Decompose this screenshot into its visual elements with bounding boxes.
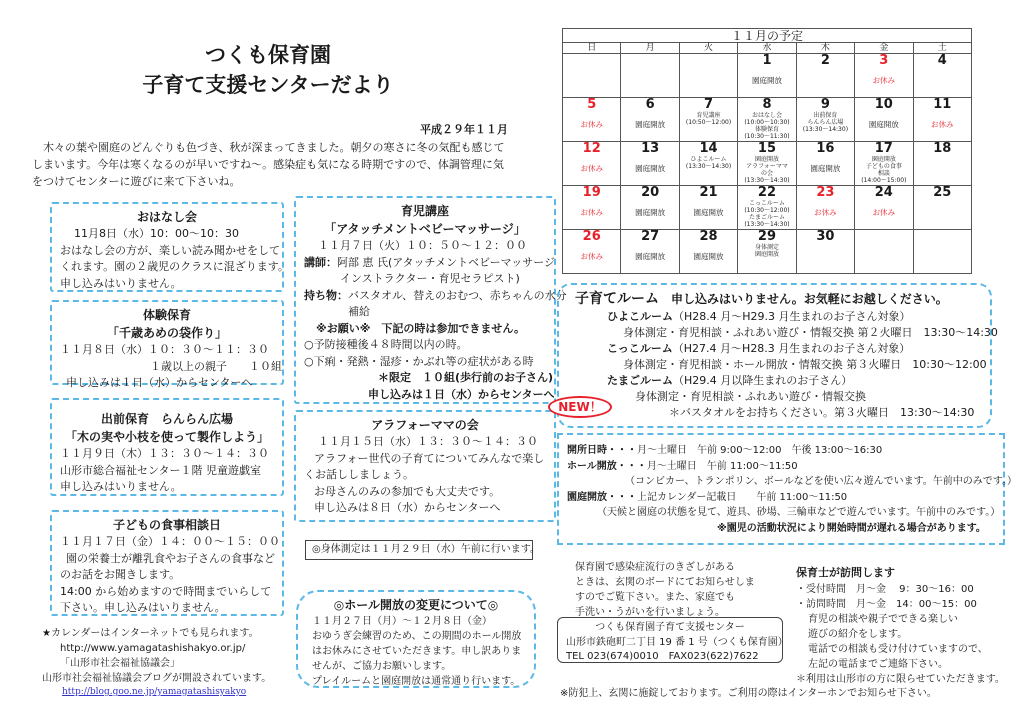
hall-note: （コンビカー、トランポリン、ボールなどを使い広々遊んでいます。午前中のみです。） [625,476,1017,487]
weekday-header: 土 [913,43,971,54]
calendar-day-cell [563,142,621,186]
day-number: 18 [933,141,952,156]
day-event: アラフォーママ [746,163,788,170]
day-number: 3 [879,53,889,68]
calendar-day-cell [796,186,854,230]
garden-label: 園庭開放・・・ [567,491,637,503]
center-address-box [557,617,788,663]
day-number: 8 [762,97,772,112]
calendar-day-cell [855,230,913,274]
ohanashi-line: おはなし会の方が、楽しい読み聞かせをして [60,243,280,257]
day-number [681,54,736,68]
ikuji-title: 育児講座 [400,204,449,218]
ikuji-cond-1: ○予防接種後４８時間以内の時。 [304,338,468,351]
day-number: 9 [820,97,830,112]
hall-change-line: せんが、ご協力お願いします。 [312,661,452,672]
calendar-day-cell [679,142,737,186]
day-number: 7 [704,97,714,112]
hiyoko-detail: 身体測定・育児相談・ふれあい遊び・情報交換 第２火曜日 13:30～14:30 [623,326,998,340]
day-event: (10:30～11:30) [744,133,790,140]
hall-change-line: おゆうぎ会練習のため、この期間のホール開放 [312,631,522,642]
items-value: バスタオル、替えのおむつ、赤ちゃんの水分 [348,288,567,302]
lecturer-name: 阿部 恵 氏(アタッチメントベビーマッサージ [337,255,555,269]
visit-line: 育児の相談や親子でできる楽しい [808,613,958,625]
demae-title: 出前保育 らんらん広場 [100,412,233,426]
day-number: 14 [699,141,718,156]
ohanashi-box [50,202,289,292]
day-event: (13:30～14:30) [744,177,790,184]
tamago-detail: 身体測定・育児相談・ふれあい遊び・情報交換 [635,389,866,403]
sokutei-note [305,540,540,560]
calendar-day-cell [796,230,854,274]
day-event: (10:30～12:00) [744,207,790,214]
day-event: (10:00～10:30) [744,119,790,126]
calendar-day-cell [679,230,737,274]
day-number [915,230,970,244]
weekday-header: 月 [621,43,679,54]
blog-link[interactable]: http://blog.goo.ne.jp/yamagatashisyakyo [62,687,247,697]
calendar-day-cell [563,98,621,142]
intro-line: をつけてセンターに遊びに来て下さいね。 [32,175,241,189]
calendar-day-cell [738,142,796,186]
calendar-day-cell [796,98,854,142]
day-event: 身体測定 [754,244,779,251]
day-number: 25 [933,185,952,200]
visit-title: 保育士が訪問します [796,566,895,579]
hall-change-line: １１月２７日（月）～１２月８日（金） [312,616,492,627]
day-event: おはなし会 [751,112,782,119]
hall-value: 月～土曜日 午前 11:00～11:50 [646,460,798,472]
shokuji-box [50,510,284,616]
visit-line: 遊びの紹介をします。 [808,628,908,640]
day-number: 12 [582,141,601,156]
day-event: 園庭開放 [754,156,779,163]
hiyoko-age: （H28.4 月～H29.3 月生まれのお子さん対象） [673,310,911,324]
tamago-age: （H29.4 月以降生まれのお子さん） [673,374,853,388]
day-event: (10:50～12:00) [685,119,732,126]
taiken-target: １歳以上の親子 １０組 [150,359,282,373]
demae-box [50,398,284,496]
visit-line: 電話での相談も受け付けていますので、 [808,643,988,655]
ikuji-time: １１月７日（火）１０：５０～１２：００ [318,239,527,252]
day-number: 15 [757,141,777,156]
demae-apply: 申し込みはいりません。 [60,480,182,493]
infection-line: 保育園で感染症流行のきざしがある [575,562,735,573]
day-event: お休み [931,120,954,129]
center-address: 山形市鉄砲町二丁目 19 番 1 号（つくも保育園） [566,636,788,648]
visit-line: 左記の電話までご連絡下さい。 [808,658,948,670]
calendar-day-cell [913,54,971,98]
calendar-grid [562,42,972,274]
ikuji-box [294,196,567,404]
hall-label: ホール開放・・・ [567,460,647,472]
lecturer-title: インストラクター・育児セラピスト) [340,272,520,285]
day-event: 体験保育 [754,126,779,133]
ohanashi-time: 11月8日（水）10：00～10：30 [74,227,239,240]
blog-note: 山形市社会福祉協議会ブログが開設されています。 [42,673,272,684]
calendar-day-cell [913,230,971,274]
day-event: 園庭開放 [635,164,666,173]
issue-date: 平成２９年１１月 [420,123,508,136]
home-visit-info [796,565,1016,687]
around40-time: １１月１５日（水）１３：３０～１４：３０ [318,435,538,448]
ohanashi-title: おはなし会 [136,210,197,224]
day-number: 26 [582,229,601,244]
calendar-day-cell [621,186,679,230]
day-number: 28 [699,229,718,244]
hours-box [557,433,1017,545]
open-hours-label: 開所日時・・・ [567,445,637,456]
visit-line: ＊利用は山形市の方に限らせていただきます。 [796,673,1005,685]
calendar-week [563,54,972,98]
day-event: 園庭開放 [810,164,841,173]
day-number: 2 [820,53,830,68]
calendar-week [563,98,972,142]
calendar-week [563,230,972,274]
calendar-day-cell [738,186,796,230]
day-number: 23 [816,185,835,200]
lecturer-label: 講師： [304,255,337,269]
day-event: 相談 [877,170,890,177]
calendar-day-cell [796,54,854,98]
calendar-day-cell [855,142,913,186]
weekday-header: 火 [679,43,737,54]
demae-place: 山形市総合福祉センター１階 児童遊戯室 [60,463,262,477]
calendar-day-cell [621,54,679,98]
calendar-title: １１月の予定 [562,28,972,42]
center-phone: TEL 023(674)0010 FAX023(622)7622 [566,651,759,662]
sokutei-text: ◎身体測定は１１月２９日（水）午前に行います。 [312,544,540,555]
day-event: お休み [872,76,896,85]
tamago-detail-2: ＊バスタオルをお持ちください。第３火曜日 13:30～14:30 [669,405,975,419]
day-event: 園庭開放 [868,120,899,129]
calendar-day-cell [855,186,913,230]
newsletter-title [118,40,418,101]
demae-subtitle: 「木の実や小枝を使って製作しよう」 [64,430,269,444]
calendar-day-cell [621,230,679,274]
title-line-2: 子育て支援センターだより [142,73,394,98]
shokuji-line: 14:00 から始めますので時間までいらして [60,584,272,598]
day-number: 11 [933,97,952,112]
day-number: 5 [587,97,597,112]
hall-change-box [296,590,536,688]
title-line-1: つくも保育園 [205,43,331,67]
taiken-subtitle: 「千歳あめの袋作り」 [106,326,227,340]
taiken-box [50,300,284,389]
day-number: 24 [874,185,893,200]
day-number [856,230,911,244]
day-number: 21 [699,185,718,200]
day-event: (13:30～14:30) [685,163,732,170]
center-name: つくも保育園子育て支援センター [595,622,745,633]
day-number: 30 [816,229,835,244]
calendar-week [563,186,972,230]
ikuji-subtitle: 「アタッチメントベビーマッサージ」 [324,222,526,236]
hall-change-title: ◎ホール開放の変更について◎ [333,598,499,612]
new-badge: NEW！ [548,396,612,418]
day-number: 17 [874,141,893,156]
room-header-title: 子育てルーム [575,291,659,307]
hall-change-line: プレイルームと園庭開放は通常通り行います。 [312,676,521,687]
calendar-day-cell [796,142,854,186]
ikuji-apply: 申し込みは１日（水）からセンターへ [368,387,555,401]
hall-change-line: はお休みにさせていただきます。申し訳ありま [312,646,522,657]
day-event: の会 [760,170,773,177]
around40-line: くお話ししましょう。 [304,468,414,481]
internet-line: ★カレンダーはインターネットでも見られます。 [42,628,259,639]
shokuji-time: １１月１７日（金）１４：００～１５：００ [60,535,280,548]
garden-note: （天候と園庭の状態を見て、遊具、砂場、三輪車などで遊んでいます。午前中のみです。） [597,507,1001,518]
day-event: 子どもの食事 [865,163,902,170]
shokuji-line: のお話をお聞きします。 [60,568,181,581]
calendar-day-cell [913,98,971,142]
calendar-day-cell [621,98,679,142]
calendar-day-cell [855,54,913,98]
calendar-day-cell [621,142,679,186]
around40-box [294,410,556,522]
calendar-day-cell [738,98,796,142]
around40-apply: 申し込みは８日（水）からセンターへ [314,501,501,514]
infection-line: すのでご覧下さい。また、家庭でも [575,592,735,603]
day-event: たまごルーム [748,214,785,221]
day-event: 出前保育 [813,112,838,119]
ohanashi-line: くれます。園の２歳児のクラスに混ざります。 [60,260,289,273]
day-event: お休み [580,120,603,129]
shokuji-line: 園の栄養士が離乳食やお子さんの食事など [66,551,275,565]
day-event: お休み [580,252,603,261]
day-event: 育児講座 [696,112,721,119]
day-event: (14:00～15:00) [861,177,907,184]
items-label: 持ち物： [304,288,348,302]
day-number: 19 [582,185,601,200]
calendar-day-cell [679,186,737,230]
around40-line: お母さんのみの参加でも大丈夫です。 [314,484,501,498]
calendar-day-cell [563,54,621,98]
calendar-day-cell [738,54,796,98]
kosodate-room-box [557,283,998,428]
weekday-header: 木 [796,43,854,54]
calendar [562,28,972,274]
around40-line: アラフォー世代の子育てについてみんなで楽し [314,451,545,465]
kokko-name: こっこルーム [607,342,673,356]
day-number: 4 [937,53,947,68]
ikuji-limit: ＊限定 １０組(歩行前のお子さん) [378,371,554,384]
ikuji-cond-2: ○下痢・発熱・湿疹・かぶれ等の症状がある時 [304,354,534,368]
day-event: (13:30～14:30) [802,126,849,133]
calendar-day-cell [563,186,621,230]
day-event: 園庭開放 [693,208,724,217]
calendar-day-cell [563,230,621,274]
day-number: 20 [641,185,660,200]
day-event: 園庭開放 [635,120,666,129]
day-event: らんらん広場 [807,119,844,126]
open-hours-value: 月～土曜日 午前 9:00～12:00 午後 13:00～16:30 [637,445,883,456]
calendar-day-cell [738,230,796,274]
demae-time: １１月９日（木）１３：３０～１４：３０ [60,447,269,460]
internet-note [42,626,271,700]
intro-paragraph [32,139,537,190]
day-event: お休み [872,208,896,217]
hiyoko-name: ひよこルーム [607,310,673,324]
day-event: 園庭開放 [635,252,666,261]
ikuji-request: ※お願い※ 下記の時は参加できません。 [316,321,526,335]
weekday-header: 水 [738,43,796,54]
taiken-apply: 申し込みは１日（水）からセンターへ [66,376,253,389]
intro-line: しまいます。今年は寒くなるのが早いですね～。感染症も気になる時期ですので、体調管理に気 [32,158,504,172]
items-value-2: 補給 [348,305,370,318]
calendar-week [563,142,972,186]
day-number [564,54,619,68]
calendar-day-cell [679,98,737,142]
visit-line: ・訪問時間 月～金 14：00～15：00 [796,598,977,610]
weekday-header: 日 [563,43,621,54]
day-event: 園庭開放 [754,251,779,258]
day-number: 16 [816,141,835,156]
shakyo-url[interactable]: http://www.yamagatashishakyo.or.jp/ [60,643,246,654]
shokuji-line: 下さい。申し込みはいりません。 [60,601,226,614]
day-number: 1 [762,53,772,68]
infection-note [575,560,785,620]
taiken-time: １１月８日（水）１０：３０～１１：３０ [60,343,269,356]
security-footer: ※防犯上、玄関に施錠しております。ご利用の際はインターホンでお知らせ下さい。 [560,688,937,699]
calendar-day-cell [913,186,971,230]
infection-line: 手洗い・うがいを行いましょう。 [575,607,725,618]
weekday-header: 金 [855,43,913,54]
day-number: 27 [641,229,660,244]
calendar-day-cell [679,54,737,98]
day-event: お休み [580,208,603,217]
day-event: ひよこルーム [690,156,727,163]
day-event: 園庭開放 [751,76,782,85]
calendar-day-cell [855,98,913,142]
day-event: お休み [580,164,603,173]
room-header-note: 申し込みはいりません。お気軽にお越しください。 [671,292,948,306]
day-event: 園庭開放 [871,156,896,163]
around40-title: アラフォーママの会 [371,418,479,432]
taiken-title: 体験保育 [142,308,191,322]
kokko-detail: 身体測定・育児相談・ホール開放・情報交換 第３火曜日 10:30～12:00 [623,358,987,372]
kokko-age: （H27.4 月～H28.3 月生まれのお子さん対象） [672,342,911,356]
tamago-name: たまごルーム [607,374,673,388]
day-number: 10 [874,97,893,112]
day-number: 6 [645,97,655,112]
day-number: 13 [641,141,660,156]
intro-line: 木々の葉や園庭のどんぐりも色づき、秋が深まってきました。朝夕の寒さに冬の気配も感じて [43,141,505,154]
calendar-day-cell [913,142,971,186]
day-number [622,54,677,68]
infection-line: ときは、玄関のボードにてお知らせしま [575,577,755,588]
ohanashi-line: 申し込みはいりません。 [60,276,182,290]
shokuji-title: 子どもの食事相談日 [112,518,221,532]
day-event: 園庭開放 [635,208,666,217]
day-event: お休み [814,208,837,217]
day-event: 園庭開放 [693,252,724,261]
delay-note: ※園児の活動状況により開始時間が遅れる場合があります。 [717,522,986,534]
day-number: 22 [757,185,777,200]
shakyo-name: 「山形市社会福祉協議会」 [60,658,180,669]
garden-value: 上記カレンダー記載日 午前 11:00～11:50 [637,491,848,503]
day-number: 29 [757,229,777,244]
visit-line: ・受付時間 月～金 9：30～16：00 [796,583,974,595]
day-event: こっこルーム [749,200,785,207]
day-event: (13:30～14:30) [744,221,790,228]
